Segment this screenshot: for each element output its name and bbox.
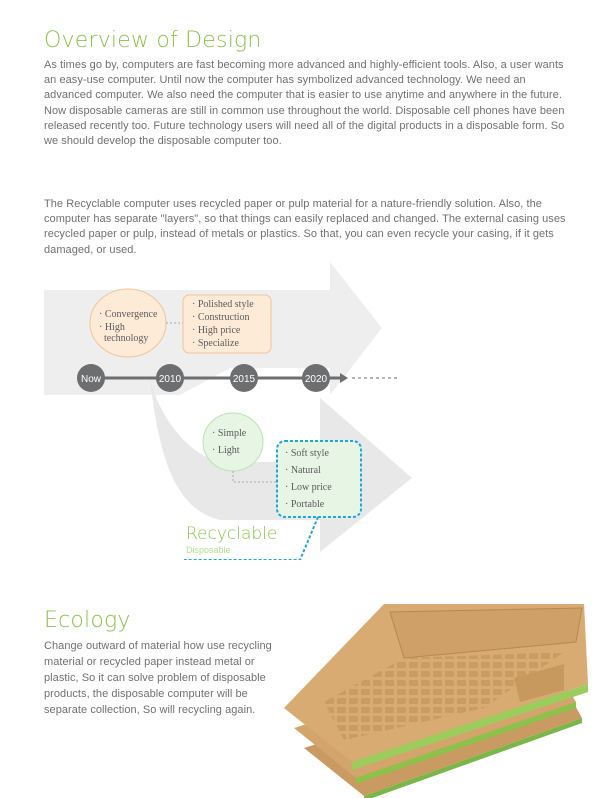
simple-bubble	[203, 413, 263, 471]
timeline-label: 2015	[232, 374, 256, 385]
timeline-label: 2020	[304, 374, 328, 385]
ecology-heading: Ecology	[44, 608, 131, 633]
recycled-laptop-illustration	[264, 598, 594, 798]
disposable-label: Disposable	[186, 545, 231, 555]
polished-line: · High price	[192, 325, 241, 336]
simple-line: · Simple	[212, 428, 247, 439]
overview-paragraph-2: The Recyclable computer uses recycled paper or pulp material for a nature-friendly solution. Also, the computer has separate "layers", so that things can easily replaced and changed. The external casing uses recycled paper or pulp, instead of metals or plastics. So that, you can even recycle your casing, if it gets damaged, or used.	[44, 198, 566, 256]
timeline-label: 2010	[158, 374, 182, 385]
timeline-label: Now	[80, 374, 102, 385]
convergence-line: · High	[99, 322, 125, 333]
overview-heading: Overview of Design	[44, 28, 262, 53]
timeline-node-now	[77, 364, 105, 392]
convergence-line: · Convergence	[99, 309, 158, 320]
convergence-line: technology	[99, 333, 149, 344]
timeline-node-2020	[302, 364, 330, 392]
timeline-node-2015	[230, 364, 258, 392]
soft-line: · Soft style	[285, 448, 329, 459]
ecology-paragraph: Change outward of material how use recycling material or recycled paper instead metal or plastic, So it can solve problem of disposable products, the disposable computer will be separate collection, So will recycling again.	[44, 640, 272, 716]
overview-paragraph-1: As times go by, computers are fast becoming more advanced and highly-efficient tools. Also, a user wants an easy-use computer. Until now the computer has symbolized advanced technology. We need an advanced computer. We also need the computer that is easier to use anytime and anywhere in the future. Now disposable cameras are still in common use throughout the world. Disposable cell phones have been released recently too. Future technology users will need all of the digital products in a disposable form. So we should develop the disposable computer too.	[44, 59, 565, 148]
soft-line: · Natural	[285, 465, 321, 476]
recyclable-label: Recyclable	[186, 524, 278, 544]
polished-line: · Construction	[192, 312, 250, 323]
polished-line: · Polished style	[192, 299, 254, 310]
soft-line: · Low price	[285, 482, 332, 493]
polished-line: · Specialize	[192, 338, 239, 349]
soft-line: · Portable	[285, 499, 325, 510]
simple-line: · Light	[212, 445, 240, 456]
timeline-node-2010	[156, 364, 184, 392]
